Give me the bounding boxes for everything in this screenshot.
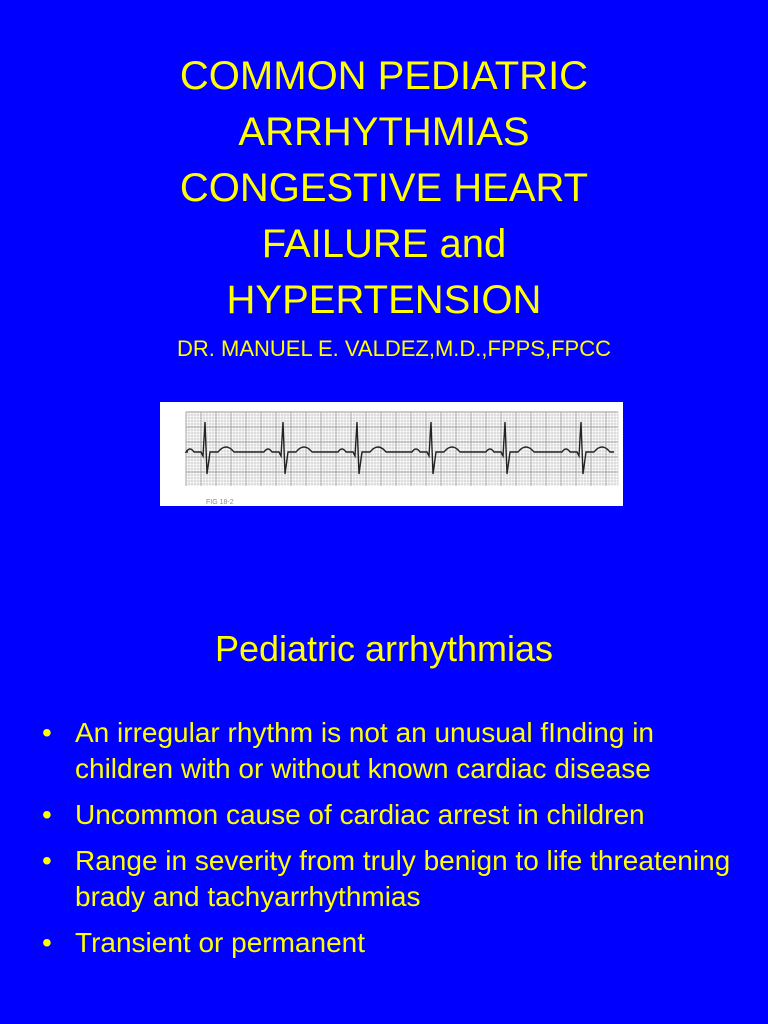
- content-slide: [0, 575, 768, 1024]
- bullet-text: Range in severity from truly benign to life threatening brady and tachyarrhythmias: [75, 845, 731, 912]
- title-line-3: CONGESTIVE HEART: [179, 166, 589, 210]
- bullet-item-4: [42, 925, 742, 961]
- ecg-strip-figure: [160, 402, 623, 506]
- bullet-item-2: [42, 797, 742, 833]
- bullet-marker: •: [42, 927, 52, 958]
- bullet-text: Uncommon cause of cardiac arrest in children: [75, 799, 645, 830]
- bullet-item-1: [42, 715, 742, 787]
- bullet-marker: •: [42, 845, 52, 876]
- bullet-list: [42, 715, 742, 971]
- figure-caption: FIG 18-2: [206, 499, 234, 506]
- ecg-grid: [186, 412, 618, 486]
- bullet-text: Transient or permanent: [75, 927, 365, 958]
- title-line-4: FAILURE and: [261, 222, 507, 266]
- bullet-marker: •: [42, 717, 52, 748]
- title-line-1: COMMON PEDIATRIC: [179, 54, 589, 98]
- bullet-marker: •: [42, 799, 52, 830]
- title-line-2: ARRHYTHMIAS: [238, 110, 530, 154]
- title-line-5: HYPERTENSION: [226, 278, 542, 322]
- author-line: DR. MANUEL E. VALDEZ,M.D.,FPPS,FPCC: [177, 336, 611, 361]
- ecg-strip-image: [160, 402, 623, 506]
- bullet-text: An irregular rhythm is not an unusual fInding in children with or without known cardiac disease: [75, 717, 654, 784]
- bullet-item-3: [42, 843, 742, 915]
- section-title: Pediatric arrhythmias: [214, 628, 554, 669]
